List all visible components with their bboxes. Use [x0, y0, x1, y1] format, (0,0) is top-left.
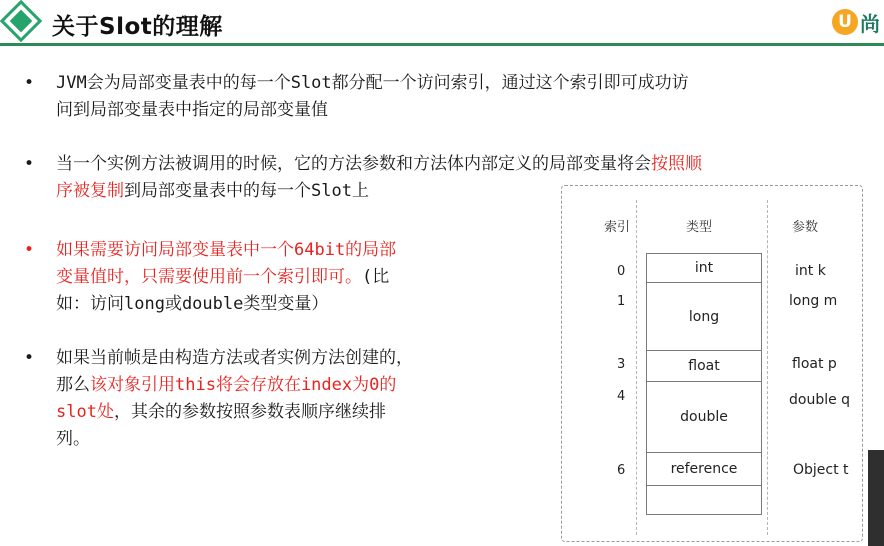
slot-type-cell: long — [646, 282, 762, 351]
segment: 列。 — [56, 429, 90, 449]
slot-index: 4 — [617, 389, 626, 404]
slot-type-cell: float — [646, 350, 762, 382]
bullet-1-line-1 — [56, 70, 884, 97]
slot-index: 1 — [617, 294, 626, 309]
slot-type-cell-empty — [646, 485, 762, 515]
bullet-marker-4: • — [24, 348, 35, 368]
slide-header — [0, 0, 884, 46]
slot-type-cell: reference — [646, 452, 762, 486]
segment-highlight: 该对象引用this将会存放在index为0的 — [90, 375, 397, 395]
segment-highlight: slot处 — [56, 402, 114, 422]
segment-highlight: 如果需要访问局部变量表中一个64bit的局部 — [56, 240, 397, 260]
header-type: 类型 — [686, 220, 713, 235]
slot-index: 6 — [617, 463, 626, 478]
slot-index: 0 — [617, 264, 626, 279]
segment: 到局部变量表中的每一个Slot上 — [124, 181, 369, 201]
segment: 如：访问long或double类型变量） — [56, 294, 329, 314]
slot-param: long m — [789, 293, 838, 309]
column-divider — [767, 200, 768, 535]
segment: (比 — [362, 267, 390, 287]
slot-type-cell: int — [646, 253, 762, 283]
bullet-marker-2: • — [24, 154, 35, 174]
header-divider — [0, 43, 884, 46]
segment: 如果当前帧是由构造方法或者实例方法创建的， — [56, 348, 413, 368]
segment-highlight: 按照顺 — [651, 154, 702, 174]
bullet-text-1 — [56, 70, 884, 124]
slot-param: int k — [795, 263, 826, 279]
brand-text: 尚 — [860, 12, 880, 36]
slot-param: Object t — [793, 462, 849, 478]
slot-index: 3 — [617, 357, 626, 372]
segment: 问到局部变量表中指定的局部变量值 — [56, 100, 328, 120]
segment: JVM会为局部变量表中的每一个Slot都分配一个访问索引，通过这个索引即可成功访 — [56, 73, 689, 93]
bullet-marker-1: • — [24, 73, 35, 93]
bullet-2-line-1 — [56, 151, 884, 178]
window-edge-strip — [868, 450, 884, 546]
slot-type-cell: double — [646, 381, 762, 453]
slot-param: float p — [792, 356, 837, 372]
segment: 那么 — [56, 375, 90, 395]
segment-highlight: 变量值时，只需要使用前一个索引即可。 — [56, 267, 362, 287]
column-divider — [636, 200, 637, 535]
segment: ，其余的参数按照参数表顺序继续排 — [113, 402, 386, 422]
header-param: 参数 — [792, 220, 819, 235]
bullet-marker-3: • — [24, 240, 35, 260]
bullet-1-line-2 — [56, 97, 884, 124]
segment-highlight: 序被复制 — [56, 181, 124, 201]
brand-logo-icon: U — [832, 9, 858, 35]
slot-param: double q — [789, 392, 851, 408]
page-title: 关于Slot的理解 — [52, 14, 223, 40]
header-index: 索引 — [604, 220, 631, 235]
segment: 当一个实例方法被调用的时候，它的方法参数和方法体内部定义的局部变量将会 — [56, 154, 651, 174]
